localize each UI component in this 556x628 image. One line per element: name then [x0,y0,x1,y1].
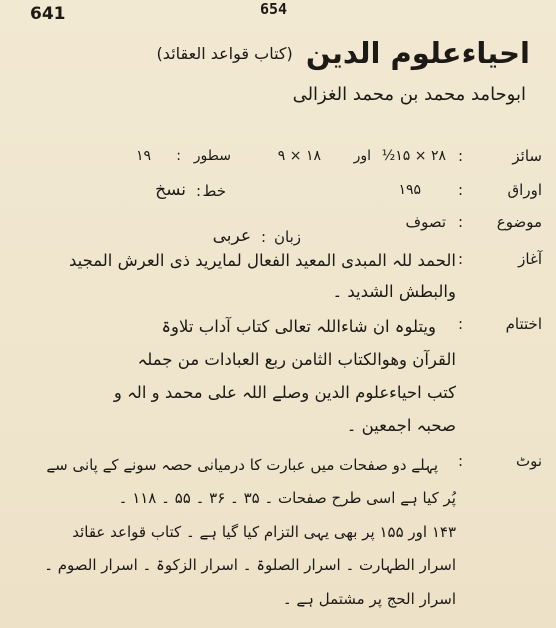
explicit-line-2: القرآن وھوالکتاب الثامن ربع العبادات من جملہ [137,350,456,369]
incipit-line-2: والبطش الشدید ۔ [332,282,456,301]
explicit-line-4: صحبہ اجمعین ۔ [346,416,456,435]
colon: : [458,315,464,333]
note-line-5: اسرار الحج پر مشتمل ہے ۔ [282,590,456,608]
manuscript-title: احیاءعلوم الدین [305,36,530,70]
subject-value: تصوف [405,213,446,231]
lines-label: سطور [193,148,231,164]
colon: : [458,213,464,231]
explicit-label: اختتام [505,315,542,333]
colon: : [458,452,464,470]
catalogue-number: 641 [30,4,66,24]
language-value: عربی [212,226,251,246]
language-label: زبان [273,228,301,246]
size-label: سائز [512,147,542,165]
size-dims-2: ۱۸ × ۹ [277,148,321,164]
incipit-label: آغاز [518,250,542,268]
page-number: 654 [260,0,288,18]
folios-value: ۱۹۵ [398,182,421,198]
explicit-line-1: ویتلوہ ان شاءاللہ تعالی کتاب آداب تلاوۃ [161,317,436,336]
subject-label: موضوع [496,213,542,231]
colon: : [458,250,464,268]
note-line-3: ۱۴۳ اور ۱۵۵ پر بھی یہی التزام کیا گیا ہے ۔ کتاب قواعد عقائد [72,523,456,541]
note-line-1: پہلے دو صفحات میں عبارت کا درمیانی حصہ سونے کے پانی سے [46,456,438,474]
explicit-line-3: کتب احیاءعلوم الدین وصلے اللہ علی محمد و الہ و [113,383,456,402]
lines-value: ۱۹ [135,148,151,164]
incipit-line-1: الحمد للہ المبدی المعید الفعال لمایرید ذی العرش المجید [68,251,456,270]
note-line-2: پُر کیا ہے اسی طرح صفحات ۔ ۳۵ ۔ ۳۶ ۔ ۵۵ ۔ ۱۱۸ ۔ [118,489,456,507]
note-line-4: اسرار الطہارت ۔ اسرار الصلوۃ ۔ اسرار الزکوۃ ۔ اسرار الصوم ۔ [44,556,456,574]
author-name: ابوحامد محمد بن محمد الغزالی [292,84,526,105]
title-block [60,36,530,82]
size-and: اور [353,148,371,164]
script-label: خط [202,182,226,200]
note-label: نوٹ [515,452,542,470]
colon: : [458,147,464,165]
manuscript-subtitle: (کتاب قواعد العقائد) [156,43,293,63]
folios-label: اوراق [507,181,542,199]
colon: : [458,181,464,199]
size-dims: ۲۸ × ۱۵½ [381,148,446,164]
catalogue-page: 641 654 احیاءعلوم الدین (کتاب قواعد العقائد) ابوحامد محمد بن محمد الغزالی سائز : ۲۸ × ۱۵½ اور ۱۸ × ۹ سطور : ۱۹ اوراق : ۱۹۵ خط : نسخ موضوع : تصوف زبان : عربی آغاز : الحمد للہ المبدی المعید الفعال لمایرید ذی العرش المجید والبطش الشدید ۔ اختتام : ویتلوہ ان شاءاللہ تعالی کتاب آداب تلاوۃ القرآن وھوالکتاب الثامن ربع العبادات من جملہ کتب احیاءعلوم الدین وصلے اللہ علی محمد و الہ و صحبہ اجمعین ۔ نوٹ : پہلے دو صفحات میں عبارت کا درمیانی حصہ سونے کے پانی سے پُر کیا ہے اسی طرح صفحات ۔ ۳۵ ۔ ۳۶ ۔ ۵۵ ۔ ۱۱۸ ۔ ۱۴۳ اور ۱۵۵ پر بھی یہی التزام کیا گیا ہے ۔ کتاب قواعد عقائد اسرار الطہارت ۔ اسرار الصلوۃ ۔ اسرار الزکوۃ ۔ اسرار الصوم ۔ اسرار الحج پر مشتمل ہے ۔ [0,0,556,628]
script-value: نسخ [155,180,186,200]
